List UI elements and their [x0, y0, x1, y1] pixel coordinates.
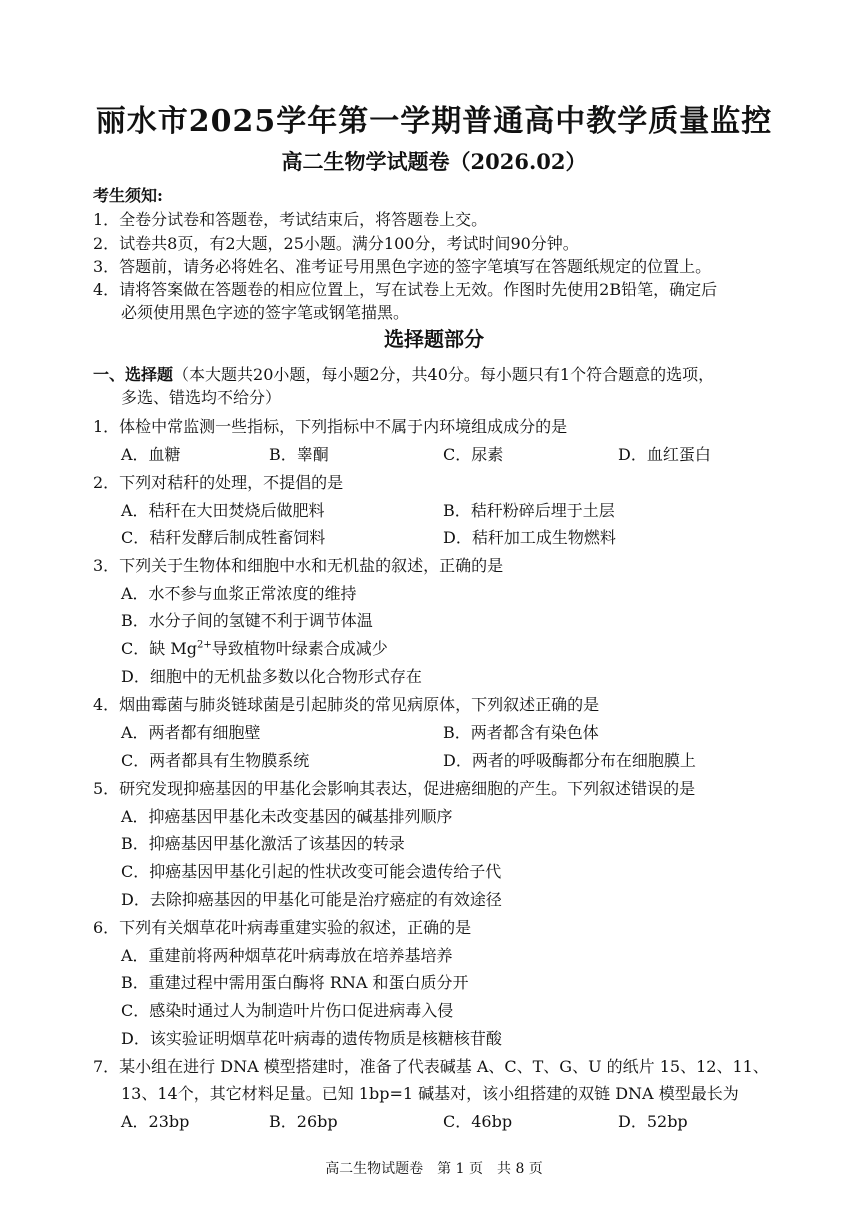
option-d: D．秸秆加工成生物燃料	[443, 528, 616, 547]
question-stem: 2．下列对秸秆的处理，不提倡的是	[93, 473, 344, 492]
option-c: C．秸秆发酵后制成牲畜饲料	[121, 528, 326, 547]
option-b: B．秸秆粉碎后埋于土层	[443, 501, 615, 520]
option-a: A．重建前将两种烟草花叶病毒放在培养基培养	[121, 946, 453, 965]
question-stem: 7．某小组在进行 DNA 模型搭建时，准备了代表碱基 A、C、T、G、U 的纸片 15、12、11、	[93, 1057, 769, 1076]
option-c-post: 导致植物叶绿素合成减少	[211, 639, 388, 658]
part-label: 一、选择题	[93, 365, 174, 384]
question-stem: 5．研究发现抑癌基因的甲基化会影响其表达，促进癌细胞的产生。下列叙述错误的是	[93, 779, 696, 798]
option-a: A．23bp	[121, 1112, 190, 1131]
notice-item: 4．请将答案做在答题卷的相应位置上，写在试卷上无效。作图时先使用2B铅笔，确定后	[93, 280, 718, 299]
question-stem: 1．体检中常监测一些指标，下列指标中不属于内环境组成成分的是	[93, 417, 568, 436]
option-c: C．抑癌基因甲基化引起的性状改变可能会遗传给子代	[121, 862, 502, 881]
notice-item: 3．答题前，请务必将姓名、准考证号用黑色字迹的签字笔填写在答题纸规定的位置上。	[93, 257, 712, 276]
question-stem-continued: 13、14个，其它材料足量。已知 1bp=1 碱基对，该小组搭建的双链 DNA 模型最长为	[121, 1084, 739, 1103]
option-b: B．重建过程中需用蛋白酶将 RNA 和蛋白质分开	[121, 973, 469, 992]
option-d: D．去除抑癌基因的甲基化可能是治疗癌症的有效途径	[121, 890, 502, 909]
option-d: D．血红蛋白	[618, 445, 711, 464]
notice-item: 1．全卷分试卷和答题卷，考试结束后，将答题卷上交。	[93, 210, 488, 229]
part-desc-2: 多选、错选均不给分）	[121, 388, 282, 407]
option-d: D．两者的呼吸酶都分布在细胞膜上	[443, 751, 696, 770]
option-c	[121, 636, 388, 659]
page-footer: 高二生物试题卷 第 1 页 共 8 页	[325, 1161, 543, 1177]
option-d: D．52bp	[618, 1112, 688, 1131]
exam-subtitle: 高二生物学试题卷（2026.02）	[281, 149, 587, 174]
notice-item: 必须使用黑色字迹的签字笔或钢笔描黑。	[121, 303, 410, 322]
question-stem: 6．下列有关烟草花叶病毒重建实验的叙述，正确的是	[93, 918, 472, 937]
option-c: C．尿素	[443, 445, 504, 464]
option-d: D．细胞中的无机盐多数以化合物形式存在	[121, 667, 422, 686]
option-b: B．睾酮	[269, 445, 329, 464]
option-d: D．该实验证明烟草花叶病毒的遗传物质是核糖核苷酸	[121, 1029, 502, 1048]
option-c: C．46bp	[443, 1112, 513, 1131]
notice-item: 2．试卷共8页，有2大题，25小题。满分100分，考试时间90分钟。	[93, 234, 579, 253]
exam-title: 丽水市2025学年第一学期普通高中教学质量监控	[95, 104, 773, 139]
option-c-superscript: 2+	[196, 639, 212, 651]
option-a: A．秸秆在大田焚烧后做肥料	[121, 501, 325, 520]
option-b: B．两者都含有染色体	[443, 723, 599, 742]
option-a: A．水不参与血浆正常浓度的维持	[121, 584, 357, 603]
part-desc: （本大题共20小题，每小题2分，共40分。每小题只有1个符合题意的选项，	[173, 365, 715, 384]
question-stem: 3．下列关于生物体和细胞中水和无机盐的叙述，正确的是	[93, 556, 504, 575]
option-a: A．抑癌基因甲基化未改变基因的碱基排列顺序	[121, 807, 453, 826]
option-b: B．抑癌基因甲基化激活了该基因的转录	[121, 834, 405, 853]
notice-heading: 考生须知:	[93, 186, 163, 205]
option-c-pre: C．缺 Mg	[121, 639, 197, 658]
option-a: A．两者都有细胞壁	[121, 723, 261, 742]
question-stem: 4．烟曲霉菌与肺炎链球菌是引起肺炎的常见病原体，下列叙述正确的是	[93, 695, 600, 714]
option-b: B．26bp	[269, 1112, 338, 1131]
option-a: A．血糖	[121, 445, 181, 464]
option-c: C．两者都具有生物膜系统	[121, 751, 310, 770]
part-header	[93, 362, 714, 385]
section-title: 选择题部分	[384, 327, 484, 351]
option-c: C．感染时通过人为制造叶片伤口促进病毒入侵	[121, 1001, 454, 1020]
option-b: B．水分子间的氢键不利于调节体温	[121, 611, 373, 630]
